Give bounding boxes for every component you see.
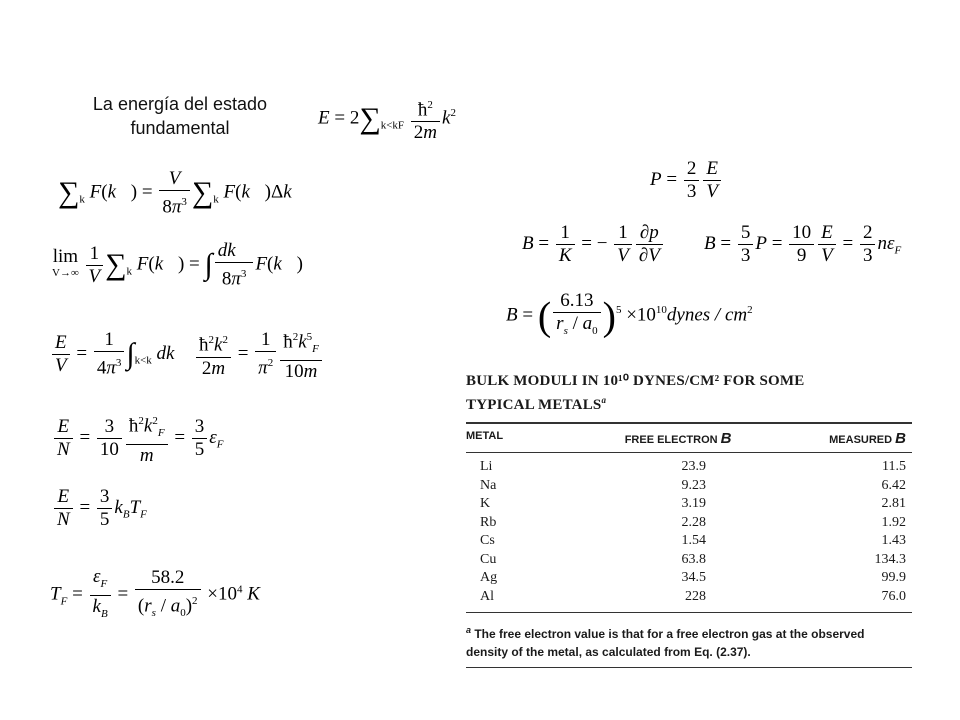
table-footnote: $^a$ The free electron value is that for a free electron gas at the observed density of the metal, as calculated from Eq. (2.37). <box>466 625 865 659</box>
table-body <box>466 453 912 612</box>
slide-title: La energía del estado fundamental <box>92 94 268 138</box>
equation-energy-thermal: $\frac{E}{N}$ = $\frac{3}{5}$ $k_BT_F$ <box>52 486 147 531</box>
equation-energy-per-electron: $\frac{E}{N}$ = $\frac{3}{10}$ $\frac{ħ^2k^2_F}{m}$ = $\frac{3}{5}$ $\varepsilon_F$ <box>52 410 224 467</box>
table-row: Al 228 76.0 <box>480 588 906 604</box>
bulk-moduli-table <box>466 372 912 672</box>
table-row: Cs 1.54 1.43 <box>480 533 906 548</box>
table-row: Ag 34.5 99.9 <box>480 570 906 585</box>
table-row: Na 9.23 6.42 <box>480 477 906 493</box>
table-row: Rb 2.28 1.92 <box>480 514 906 530</box>
equation-limit: lim V→∞ $\frac{1}{V}$ $\sum_k$ F(k⃗) = ∫ $\frac{dk⃗}{8\pi^3}$ F(k⃗) <box>52 240 303 290</box>
table-header <box>466 424 912 452</box>
equation-bulk-modulus-num: B = ( $\frac{6.13}{r_s / a_0}$ )$^5 \times 10^{10}dynes / cm^2$ <box>506 290 753 339</box>
table-row: Li 23.9 11.5 <box>480 459 906 474</box>
table-title: BULK MODULI IN 10¹⁰ DYNES/CM² FOR SOME TYPICAL METALS$^a$ <box>466 373 805 413</box>
equation-fermi-temperature: $T_F$ = $\frac{\varepsilon_F}{k_B}$ = $\frac{58.2}{(r_s / a_0)^2}$ $\times 10^4$ K <box>50 566 260 620</box>
header-metal: METAL <box>466 430 504 442</box>
equation-bulk-modulus-fe: B = $\frac{5}{3}$ P = $\frac{10}{9}$ $\frac{E}{V}$ = $\frac{2}{3}$ $n\varepsilon_F$ <box>704 222 902 266</box>
table-rule-end <box>466 667 912 668</box>
equation-bulk-modulus-def: B = $\frac{1}{K}$ = − $\frac{1}{V}$ $\frac{\partial p}{\partial V}$ <box>522 222 665 267</box>
equation-pressure: P = $\frac{2}{3}$ $\frac{E}{V}$ <box>650 158 723 203</box>
table-row: K 3.19 2.81 <box>480 496 906 511</box>
header-free-electron: FREE ELECTRON B <box>624 430 732 447</box>
table-row: Cu 63.8 134.3 <box>480 551 906 567</box>
equation-sum-to-integral: $\sum_k$ F(k⃗) = $\frac{V}{8\pi^3}$ $\sum_k$ F(k⃗)Δk⃗ <box>58 168 307 218</box>
equation-energy-per-volume: $\frac{E}{V}$ = $\frac{1}{4\pi^3}$ $\int_{k<k}$ dk⃗ $\frac{ħ^2k^2}{2m}$ = $\frac{1}{\pi^2}$ $\frac{ħ^2k^5_F}{10m}$ <box>50 326 324 383</box>
equation-ground-energy: $E = 2\sum_{k<kF}$ $\frac{ħ^2}{2m}$ $k^2$ <box>318 94 456 144</box>
header-measured: MEASURED B <box>829 430 906 447</box>
